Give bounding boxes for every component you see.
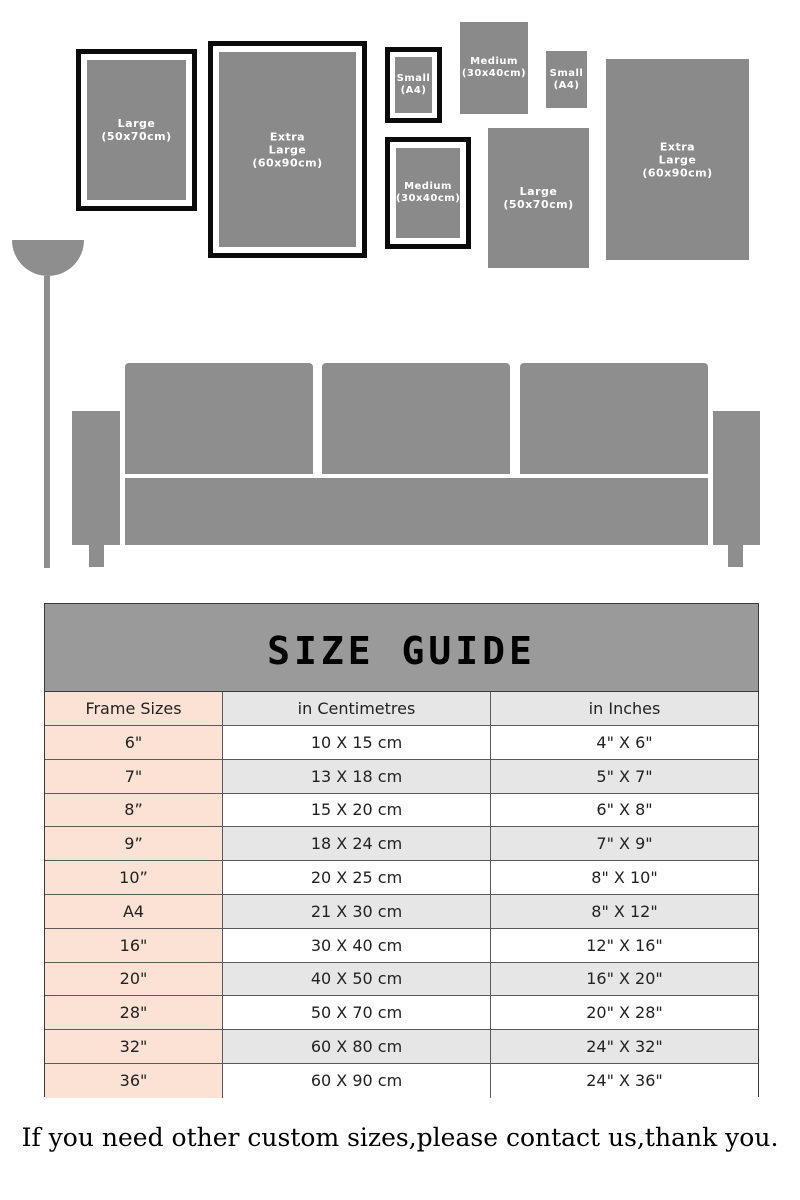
frame-small-framed: [385, 47, 442, 123]
centimetres-cell: 18 X 24 cm: [223, 827, 491, 861]
frame-label-line: Large: [519, 185, 558, 198]
table-row: [45, 760, 758, 794]
frame-size-cell: 6": [45, 726, 223, 760]
frame-medium-framed: [385, 137, 471, 249]
centimetres-cell: 40 X 50 cm: [223, 963, 491, 997]
table-row: [45, 827, 758, 861]
frame-large-left: [76, 49, 197, 211]
column-header: Frame Sizes: [45, 692, 223, 726]
frame-label-line: Small: [549, 67, 584, 79]
table-row: [45, 861, 758, 895]
frame-label-line: (50x70cm): [503, 198, 574, 211]
table-row: [45, 1030, 758, 1064]
sofa-back-cushion: [520, 363, 708, 474]
frame-xlarge-left: [208, 41, 367, 258]
centimetres-cell: 21 X 30 cm: [223, 895, 491, 929]
frame-label-line: (60x90cm): [252, 156, 323, 169]
frame-size-cell: 28": [45, 996, 223, 1030]
frame-size-cell: 9”: [45, 827, 223, 861]
frame-size-cell: 32": [45, 1030, 223, 1064]
inches-cell: 8" X 12": [491, 895, 758, 929]
inches-cell: 16" X 20": [491, 963, 758, 997]
frame-label-line: (A4): [553, 79, 580, 91]
inches-cell: 8" X 10": [491, 861, 758, 895]
size-guide-title: SIZE GUIDE: [267, 628, 536, 673]
frame-label-line: Medium: [470, 56, 518, 67]
centimetres-cell: 60 X 90 cm: [223, 1064, 491, 1098]
inches-cell: 24" X 36": [491, 1064, 758, 1098]
poster-small-right: [546, 51, 587, 108]
sofa-back-cushion: [322, 363, 510, 474]
frame-label-line: Small: [396, 73, 431, 84]
sofa-seat: [125, 478, 708, 545]
centimetres-cell: 30 X 40 cm: [223, 929, 491, 963]
custom-size-note: If you need other custom sizes,please contact us,thank you.: [21, 1123, 779, 1152]
frame-label-line: (60x90cm): [642, 166, 713, 179]
frame-size-cell: A4: [45, 895, 223, 929]
frame-size-cell: 20": [45, 963, 223, 997]
inches-cell: 7" X 9": [491, 827, 758, 861]
table-header-row: [45, 692, 758, 726]
frame-size-cell: 10”: [45, 861, 223, 895]
size-guide-table: [44, 603, 759, 1097]
frame-size-cell: 36": [45, 1064, 223, 1098]
frame-size-cell: 8”: [45, 794, 223, 828]
table-row: [45, 726, 758, 760]
frame-label-line: (30x40cm): [461, 68, 527, 79]
table-row: [45, 963, 758, 997]
poster-medium-top: [460, 22, 528, 114]
inches-cell: 6" X 8": [491, 794, 758, 828]
frame-label-line: Large: [117, 117, 156, 130]
sofa-leg-right: [728, 545, 743, 567]
table-row: [45, 996, 758, 1030]
centimetres-cell: 10 X 15 cm: [223, 726, 491, 760]
centimetres-cell: 15 X 20 cm: [223, 794, 491, 828]
inches-cell: 12" X 16": [491, 929, 758, 963]
frame-label-line: (50x70cm): [101, 130, 172, 143]
lamp-shade: [12, 240, 84, 276]
table-row: [45, 929, 758, 963]
column-header: in Inches: [491, 692, 758, 726]
centimetres-cell: 20 X 25 cm: [223, 861, 491, 895]
inches-cell: 5" X 7": [491, 760, 758, 794]
frame-label-line: Medium: [404, 181, 452, 192]
centimetres-cell: 60 X 80 cm: [223, 1030, 491, 1064]
centimetres-cell: 13 X 18 cm: [223, 760, 491, 794]
inches-cell: 20" X 28": [491, 996, 758, 1030]
frame-size-cell: 16": [45, 929, 223, 963]
table-row: [45, 1064, 758, 1098]
frame-label-line: Large: [268, 143, 307, 156]
frame-label-line: (A4): [400, 85, 427, 96]
lamp-pole: [44, 276, 50, 568]
centimetres-cell: 50 X 70 cm: [223, 996, 491, 1030]
sofa-arm-left: [72, 411, 120, 545]
inches-cell: 4" X 6": [491, 726, 758, 760]
size-guide-header: [45, 604, 758, 692]
sofa-back-cushion: [125, 363, 313, 474]
column-header: in Centimetres: [223, 692, 491, 726]
poster-large-right: [488, 128, 589, 268]
frame-label-line: (30x40cm): [396, 193, 461, 204]
table-row: [45, 895, 758, 929]
inches-cell: 24" X 32": [491, 1030, 758, 1064]
frame-label-line: Large: [658, 153, 697, 166]
frame-size-cell: 7": [45, 760, 223, 794]
sofa-leg-left: [89, 545, 104, 567]
poster-xlarge-right: [606, 59, 749, 260]
frame-label-line: Extra: [659, 140, 696, 153]
sofa-arm-right: [713, 411, 760, 545]
frame-label-line: Extra: [269, 130, 306, 143]
table-row: [45, 794, 758, 828]
